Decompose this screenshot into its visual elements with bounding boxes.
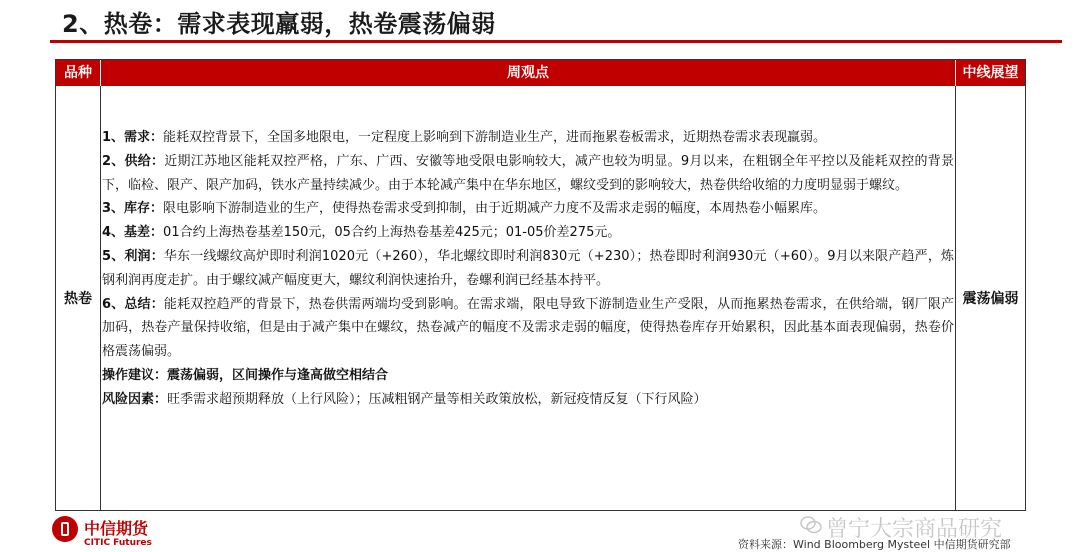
page-title: 2、热卷：需求表现羸弱，热卷震荡偏弱: [62, 10, 496, 38]
paragraph-text: 01合约上海热卷基差150元，05合约上海热卷基差425元；01-05价差275元。: [163, 225, 621, 241]
logo-name-en: CITIC Futures: [84, 538, 152, 548]
header-outlook: 中线展望: [962, 65, 1019, 81]
paragraph-label: 6、总结：: [102, 296, 164, 312]
citic-logo-icon: [52, 516, 78, 542]
outlook-cell: [956, 86, 1025, 510]
weekly-view-content: [102, 126, 954, 412]
paragraph-label: 5、利润：: [102, 248, 164, 264]
paragraph-text: 能耗双控趋严的背景下，热卷供需两端均受到影响。在需求端，限电导致下游制造业生产受限，从而拖累热卷需求，在供给端，钢厂限产加码，热卷产量保持收缩，但是由于减产集中在螺纹，热卷减产的幅度不及需求走弱的幅度，使得热卷库存开始累积，因此基本面表现偏弱，热卷价格震荡偏弱。: [102, 296, 954, 360]
view-paragraph: [102, 126, 954, 150]
paragraph-text: 震荡偏弱，区间操作与逢高做空相结合: [167, 367, 389, 383]
wechat-icon: [800, 516, 822, 534]
paragraph-text: 华东一线螺纹高炉即时利润1020元（+260），华北螺纹即时利润830元（+230）；热卷即时利润930元（+60）。9月以来限产趋严，炼钢利润再度走扩。由于螺纹减产幅度更大，螺纹利润快速抬升，卷螺利润已经基本持平。: [102, 248, 955, 288]
table-header-row: [56, 60, 1025, 86]
paragraph-label: 3、库存：: [102, 201, 164, 217]
view-paragraph: [102, 221, 954, 245]
paragraph-text: 能耗双控背景下，全国多地限电，一定程度上影响到下游制造业生产，进而拖累卷板需求，近期热卷需求表现羸弱。: [163, 130, 827, 145]
view-paragraph: [102, 388, 954, 412]
paragraph-label: 2、供给：: [102, 153, 165, 169]
paragraph-label: 4、基差：: [102, 225, 164, 241]
variety-label: 热卷: [64, 291, 92, 307]
view-paragraph: [102, 245, 954, 293]
source-note: 资料来源：Wind Bloomberg Mysteel 中信期货研究部: [738, 538, 1011, 551]
paragraph-label: 操作建议：: [102, 367, 168, 383]
weekly-view-cell: [101, 86, 956, 510]
title-underline: [50, 40, 1062, 43]
view-paragraph: [102, 293, 954, 364]
paragraph-text: 限电影响下游制造业的生产，使得热卷需求受到抑制，由于近期减产力度不及需求走弱的幅度，本周热卷小幅累库。: [163, 201, 827, 217]
weekly-view-table: [55, 59, 1026, 511]
paragraph-label: 1、需求：: [102, 130, 164, 145]
table-row: [56, 86, 1025, 510]
outlook-label: 震荡偏弱: [962, 291, 1019, 307]
watermark: [800, 510, 1060, 544]
view-paragraph: [102, 197, 954, 221]
watermark-text: 曾宁大宗商品研究: [826, 517, 1003, 542]
paragraph-label: 风险因素：: [102, 391, 168, 407]
header-weekly-view: 周观点: [101, 60, 956, 86]
header-variety: 品种: [56, 60, 101, 86]
variety-cell: [56, 86, 101, 510]
paragraph-text: 近期江苏地区能耗双控严格，广东、广西、安徽等地受限电影响较大，减产也较为明显。9月以来，在粗钢全年平控以及能耗双控的背景下，临检、限产、限产加码，铁水产量持续减少。由于本轮减产集中在华东地区，螺纹受到的影响较大，热卷供给收缩的力度明显弱于螺纹。: [102, 153, 955, 193]
view-paragraph: [102, 150, 954, 198]
logo-name-cn: 中信期货: [84, 519, 149, 538]
citic-futures-logo: [52, 516, 252, 548]
view-paragraph: [102, 364, 954, 388]
paragraph-text: 旺季需求超预期释放（上行风险）；压减粗钢产量等相关政策放松，新冠疫情反复（下行风险）: [167, 391, 707, 407]
title-bar: [0, 0, 1080, 44]
